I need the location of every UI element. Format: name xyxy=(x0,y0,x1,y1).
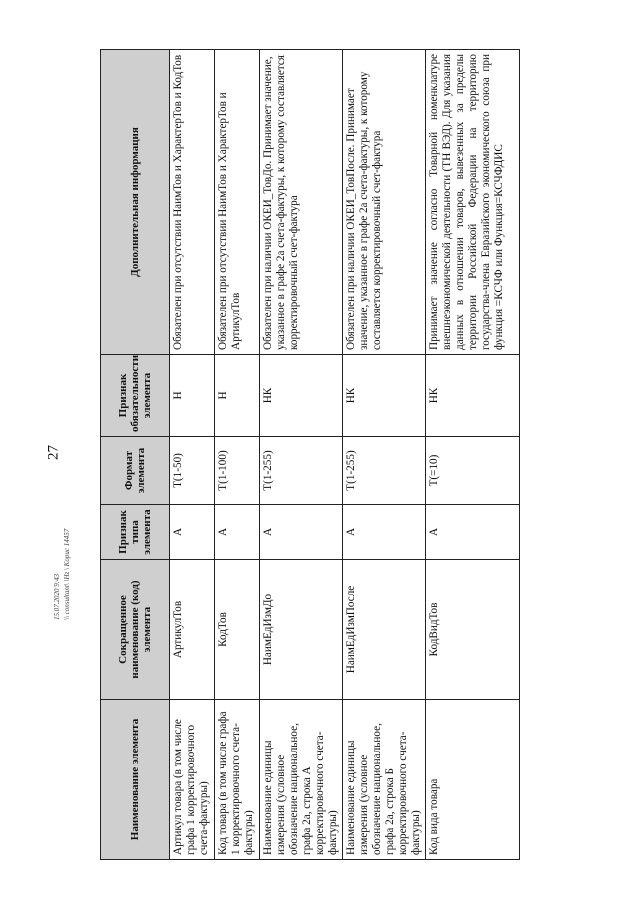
cell-code: НаимЕдИзмПосле xyxy=(343,560,426,700)
table-row xyxy=(215,50,260,860)
cell-format: T(=10) xyxy=(426,437,520,505)
cell-required: Н xyxy=(215,355,260,437)
cell-required: НК xyxy=(343,355,426,437)
footer-line-2: \\ consultant\ \Hz \ Kopuc 14457 xyxy=(63,528,71,620)
cell-required: НК xyxy=(426,355,520,437)
page-number: 27 xyxy=(45,445,62,460)
cell-info: Обязателен при отсутствии НаимТов и ХарактерТов и КодТов xyxy=(170,50,215,355)
cell-code: АртикулТов xyxy=(170,560,215,700)
cell-info: Обязателен при наличии ОКЕИ_ТовПосле. Принимает значение, указанное в графе 2а счета-фактуры, к которому составляется корректировочный счет-фактура xyxy=(343,50,426,355)
cell-type: А xyxy=(215,505,260,560)
cell-name: Артикул товара (в том числе графа 1 корректировочного счета-фактуры) xyxy=(170,700,215,860)
cell-type: А xyxy=(170,505,215,560)
cell-code: КодТов xyxy=(215,560,260,700)
header-element-code: Сокращенное наименование (код) элемента xyxy=(101,560,170,700)
cell-info: Обязателен при отсутствии НаимТов и ХарактерТов и АртикулТов xyxy=(215,50,260,355)
cell-required: НК xyxy=(260,355,343,437)
table-row xyxy=(260,50,343,860)
cell-format: T(1-255) xyxy=(260,437,343,505)
cell-info: Обязателен при наличии ОКЕИ_ТовДо. Принимает значение, указанное в графе 2а счета-фактуры, к которому составляется корректировочный счет-фактура xyxy=(260,50,343,355)
elements-table xyxy=(100,49,520,860)
cell-type: А xyxy=(260,505,343,560)
cell-format: T(1-100) xyxy=(215,437,260,505)
cell-format: T(1-255) xyxy=(343,437,426,505)
footer-line-1: 15.07.2020 9:43 xyxy=(53,573,61,620)
cell-name: Наименование единицы измерения (условное обозначение национальное, графа 2а, строка А корректировочного счета-фактуры) xyxy=(260,700,343,860)
cell-code: КодВидТов xyxy=(426,560,520,700)
table-header-row xyxy=(101,50,170,860)
header-additional-info: Дополнительная информация xyxy=(101,50,170,355)
cell-type: А xyxy=(426,505,520,560)
cell-required: Н xyxy=(170,355,215,437)
cell-name: Наименование единицы измерения (условное обозначение национальное, графа 2а, строка Б корректировочного счета-фактуры) xyxy=(343,700,426,860)
header-element-required: Признак обязательности элемента xyxy=(101,355,170,437)
cell-name: Код товара (в том числе графа 1 корректировочного счета-фактуры) xyxy=(215,700,260,860)
elements-table-wrapper xyxy=(100,50,520,860)
header-element-format: Формат элемента xyxy=(101,437,170,505)
cell-info: Принимает значение согласно Товарной номенклатуре внешнеэкономической деятельности (ТН ВЭД). Для указания данных в отношении товаров, вывезенных за пределы территории Российской Федерации на территорию государства-члена Евразийского экономического союза при функция =КСЧФ или Функция=КСЧФДИС xyxy=(426,50,520,355)
cell-code: НаимЕдИзмДо xyxy=(260,560,343,700)
cell-type: А xyxy=(343,505,426,560)
footer-note xyxy=(52,400,82,620)
header-element-type: Признак типа элемента xyxy=(101,505,170,560)
table-row xyxy=(170,50,215,860)
table-row xyxy=(343,50,426,860)
header-element-name: Наименование элемента xyxy=(101,700,170,860)
cell-format: T(1-50) xyxy=(170,437,215,505)
table-row xyxy=(426,50,520,860)
cell-name: Код вида товара xyxy=(426,700,520,860)
